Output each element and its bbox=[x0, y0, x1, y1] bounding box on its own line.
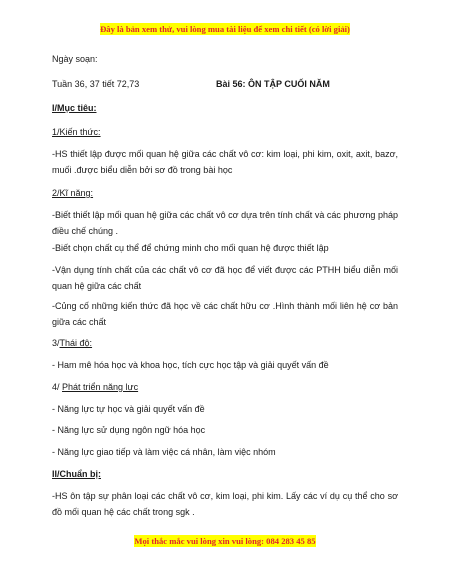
attitude-heading bbox=[52, 336, 398, 350]
competency-item-3: - Năng lực giao tiếp và làm việc cá nhân, làm việc nhóm bbox=[52, 447, 276, 457]
skills-item-1: -Biết thiết lập mối quan hệ giữa các chất vô cơ dựa trên tính chất và các phương pháp điều chế chúng . bbox=[52, 210, 398, 236]
knowledge-heading: 1/Kiến thức: bbox=[52, 127, 101, 137]
week-period: Tuần 36, 37 tiết 72,73 bbox=[52, 79, 140, 89]
section-preparation-heading: II/Chuẩn bị: bbox=[52, 469, 101, 479]
skills-item-3: -Vận dụng tính chất của các chất vô cơ đã học để viết được các PTHH biểu diễn mối quan hệ giữa các chất bbox=[52, 265, 398, 291]
attitude-number: 3/ bbox=[52, 338, 60, 348]
skills-item-4: -Củng cố những kiến thức đã học về các chất hữu cơ .Hình thành mối liên hệ cơ bản giữa các chất bbox=[52, 301, 398, 327]
competency-heading-text: Phát triển năng lực bbox=[62, 382, 139, 392]
date-label: Ngày soạn: bbox=[52, 54, 98, 64]
competency-item-2: - Năng lực sử dụng ngôn ngữ hóa học bbox=[52, 425, 206, 435]
preview-notice-text: Đây là bản xem thử, vui lòng mua tài liệu để xem chi tiết (có lời giải) bbox=[100, 24, 350, 34]
skills-heading: 2/Kĩ năng: bbox=[52, 188, 94, 198]
competency-heading bbox=[52, 380, 398, 394]
lesson-header bbox=[52, 77, 398, 91]
competency-number: 4/ bbox=[52, 382, 63, 392]
competency-item-1: - Năng lực tự học và giải quyết vấn đề bbox=[52, 404, 205, 414]
knowledge-text: -HS thiết lập được mối quan hệ giữa các chất vô cơ: kim loại, phi kim, oxit, axit, bazơ, muối .được biểu diễn bởi sơ đồ trong bài học bbox=[52, 149, 398, 175]
lesson-title: Bài 56: ÔN TẬP CUỐI NĂM bbox=[216, 79, 330, 89]
contact-notice-text: Mọi thắc mắc vui lòng xin vui lòng: 084 283 45 85 bbox=[134, 536, 316, 546]
attitude-heading-text: Thái độ: bbox=[59, 338, 93, 348]
section-objectives-heading: I/Mục tiêu: bbox=[52, 103, 97, 113]
preview-notice-banner bbox=[0, 24, 450, 34]
attitude-text: - Ham mê hóa học và khoa học, tích cực học tập và giải quyết vấn đề bbox=[52, 360, 329, 370]
skills-item-2: -Biết chọn chất cụ thể để chứng minh cho mối quan hệ được thiết lập bbox=[52, 243, 329, 253]
preparation-text: -HS ôn tập sự phân loại các chất vô cơ, kim loại, phi kim. Lấy các ví dụ cụ thể cho sơ đồ mối quan hệ các chất trong sgk . bbox=[52, 491, 398, 517]
contact-notice-banner bbox=[0, 536, 450, 546]
